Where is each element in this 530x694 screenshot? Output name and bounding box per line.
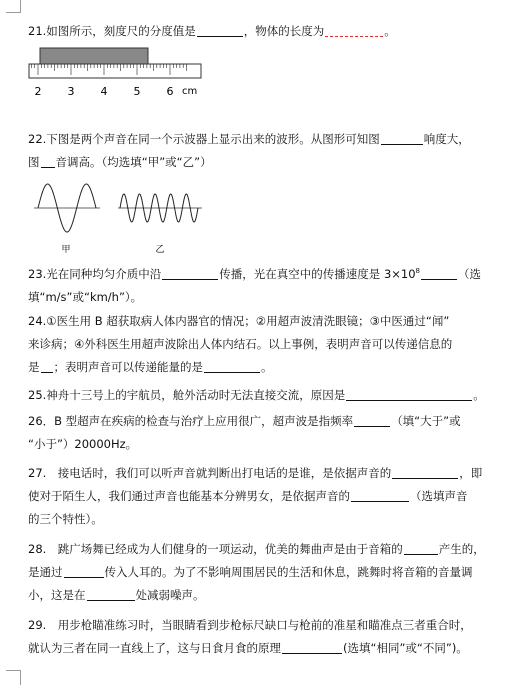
question-21 xyxy=(28,20,520,43)
label-jia: 甲 xyxy=(61,245,71,255)
q24-text-3: 是 xyxy=(28,360,40,374)
q28-text-6: 处减弱噪声。 xyxy=(135,588,205,602)
q24-text-5: 。 xyxy=(261,360,273,374)
q29-text-2: 就认为三者在同一直线上了，这与日食月食的原理 xyxy=(28,641,281,655)
question-22 xyxy=(28,128,520,174)
q28-blank-medium[interactable] xyxy=(64,563,104,578)
q26-blank-frequency[interactable] xyxy=(354,412,390,427)
q29-text-3: (选填“相同”或“不同”)。 xyxy=(343,641,468,655)
q27-text-4: （选填声音 xyxy=(410,489,468,503)
q27-blank-pitch[interactable] xyxy=(351,487,409,502)
q29-text: 29. 用步枪瞄准练习时，当眼睛看到步枪标尺缺口与枪前的准星和瞄准点三者重合时， xyxy=(28,618,472,632)
question-29 xyxy=(28,614,520,660)
q27-text-3: 使对于陌生人，我们通过声音也能基本分辨男女，是依据声音的 xyxy=(28,489,350,503)
q22-text-4: 音调高。（均选填“甲”或“乙”） xyxy=(55,155,212,169)
q24-blank-information[interactable] xyxy=(41,358,53,373)
question-28 xyxy=(28,538,520,607)
q23-exponent: 8 xyxy=(415,267,421,275)
q22-blank-loudness[interactable] xyxy=(381,130,423,145)
q26-text-3: “小于”）20000Hz。 xyxy=(28,437,138,451)
q25-blank-reason[interactable] xyxy=(346,386,472,401)
q24-blank-energy[interactable] xyxy=(204,358,260,373)
q28-blank-vibration[interactable] xyxy=(404,540,438,555)
q26-text: 26．B 型超声在疾病的检查与治疗上应用很广，超声波是指频率 xyxy=(28,414,354,428)
q27-text-2: ，即 xyxy=(459,466,483,480)
q23-text-3: （选 xyxy=(458,267,482,281)
measured-object-block xyxy=(40,48,148,64)
q21-blank-length[interactable] xyxy=(325,22,383,37)
ruler-label-3: 3 xyxy=(67,85,75,98)
ruler-unit-cm: cm xyxy=(182,86,198,97)
q25-text-2: 。 xyxy=(473,388,485,402)
ruler-label-5: 5 xyxy=(133,85,141,98)
question-27 xyxy=(28,462,520,531)
q27-blank-timbre[interactable] xyxy=(392,464,458,479)
q24-text-4: ；表明声音可以传递能量的是 xyxy=(53,360,203,374)
q26-text-2: （填“大于”或 xyxy=(391,414,461,428)
q22-text: 22.下图是两个声音在同一个示波器上显示出来的波形。从图形可知图 xyxy=(28,132,380,146)
question-23 xyxy=(28,260,520,309)
label-yi: 乙 xyxy=(155,245,165,255)
q29-blank-principle[interactable] xyxy=(282,639,342,654)
q28-text-3: 是通过 xyxy=(28,565,63,579)
q25-text: 25.神舟十三号上的宇航员，舱外活动时无法直接交流，原因是 xyxy=(28,388,346,402)
q21-text: 21.如图所示，刻度尺的分度值是 xyxy=(28,24,196,38)
q27-text-5: 的三个特性）。 xyxy=(28,512,103,526)
q28-text-2: 产生的， xyxy=(438,542,485,556)
q24-text-2: 来诊病；④外科医生用超声波除出人体内结石。以上事例，表明声音可以传递信息的 xyxy=(28,337,453,351)
q21-blank-division[interactable] xyxy=(197,22,243,37)
page-corner-mark-bottom xyxy=(6,670,21,685)
question-24 xyxy=(28,310,520,379)
q22-text-2: 响度大， xyxy=(423,132,470,146)
q22-text-3: 图 xyxy=(28,155,40,169)
q27-text: 27. 接电话时，我们可以听声音就判断出打电话的是谁，是依据声音的 xyxy=(28,466,392,480)
q28-text-5: 小，这是在 xyxy=(28,588,86,602)
q28-text-4: 传入人耳的。为了不影响周围居民的生活和休息，跳舞时将音箱的音量调 xyxy=(104,565,473,579)
q21-text-end: 。 xyxy=(384,24,396,38)
q21-text-2: ，物体的长度为 xyxy=(243,24,325,38)
ruler-label-2: 2 xyxy=(34,85,42,98)
q23-text: 23.光在同种均匀介质中沿 xyxy=(28,267,162,281)
ruler-label-4: 4 xyxy=(100,85,108,98)
ruler-figure xyxy=(28,44,208,106)
question-25 xyxy=(28,384,520,407)
q22-blank-pitch[interactable] xyxy=(41,153,55,168)
q24-text: 24.①医生用 B 超获取病人体内器官的情况；②用超声波清洗眼镜；③中医通过“闻” xyxy=(28,314,450,328)
q23-text-2: 传播，光在真空中的传播速度是 3×10 xyxy=(219,267,416,281)
q23-text-4: 填“m/s”或“km/h”）。 xyxy=(28,290,143,304)
page-corner-mark-top xyxy=(6,0,21,13)
q28-blank-source[interactable] xyxy=(87,586,135,601)
waveform-figure xyxy=(30,178,220,262)
q23-blank-unit[interactable] xyxy=(421,265,457,280)
ruler-label-6: 6 xyxy=(166,85,174,98)
q23-blank-path[interactable] xyxy=(162,265,218,280)
q28-text: 28. 跳广场舞已经成为人们健身的一项运动，优美的舞曲声是由于音箱的 xyxy=(28,542,403,556)
question-26 xyxy=(28,410,520,456)
